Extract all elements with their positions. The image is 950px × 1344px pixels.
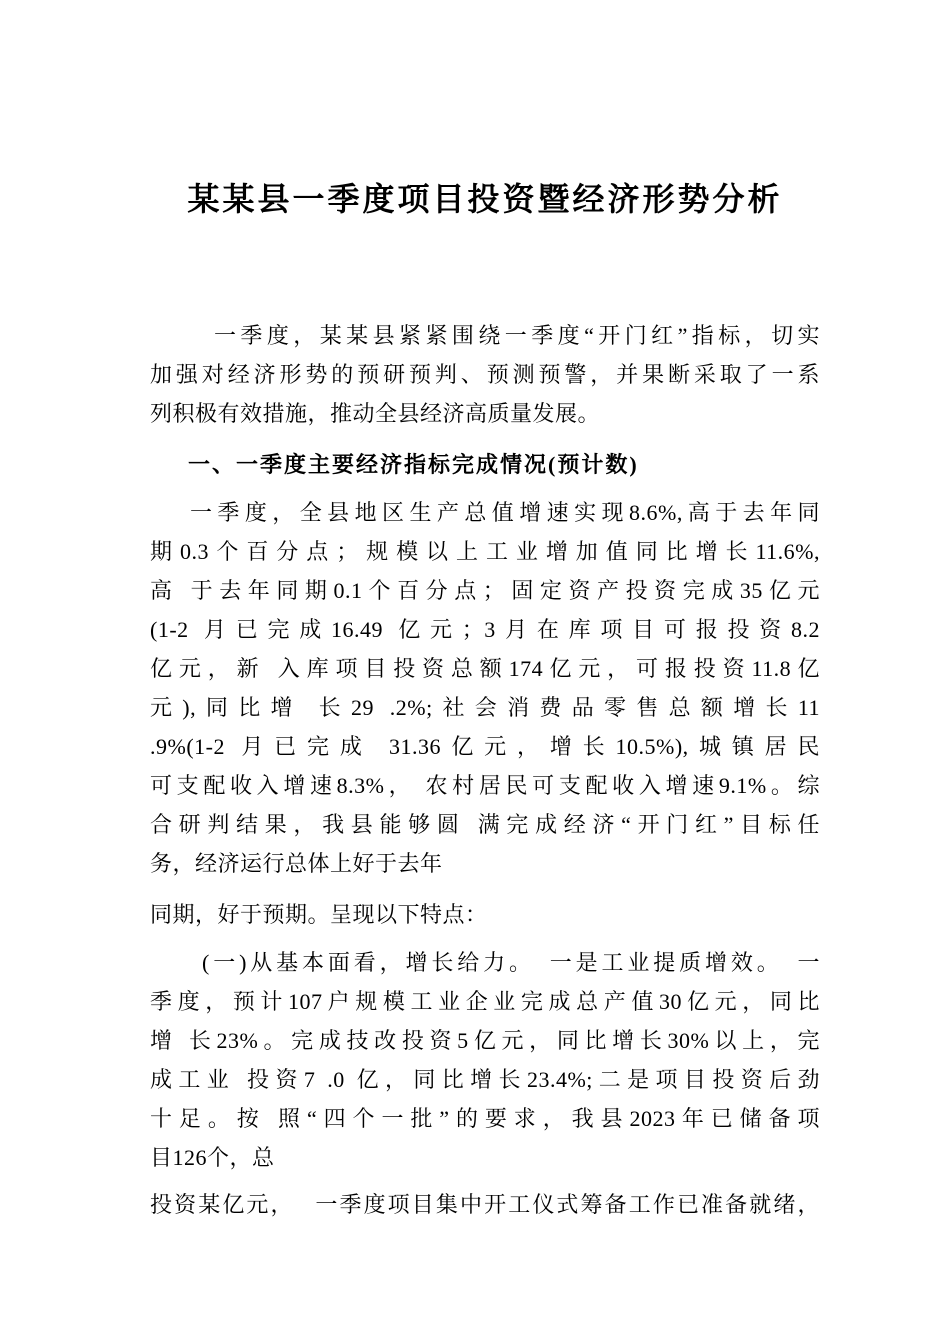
text-line: 十足。按 照“四个一批”的要求，我县2023年已储备项 bbox=[150, 1106, 820, 1131]
text-line: .9%(1-2 月已完成 31.36亿元，增长10.5%),城镇居民 bbox=[150, 734, 820, 759]
text-line: (一)从基本面看，增长给力。 一是工业提质增效。 一 bbox=[202, 950, 820, 975]
text-line: 季度，预计107户规模工业企业完成总产值30亿元，同比 bbox=[150, 989, 820, 1014]
text-line: 合研判结果，我县能够圆 满完成经济“开门红”目标任 bbox=[150, 812, 820, 837]
paragraph-point-1 bbox=[150, 943, 820, 1177]
paragraph-intro bbox=[150, 316, 820, 433]
text-line: 亿元，新 入库项目投资总额174亿元，可报投资11.8亿 bbox=[150, 656, 820, 681]
text-line: 投资某亿元， 一季度项目集中开工仪式筹备工作已准备就绪， bbox=[150, 1192, 820, 1217]
text-line: 列积极有效措施，推动全县经济高质量发展。 bbox=[150, 401, 601, 426]
text-line: 成工业 投资7 .0 亿，同比增长23.4%;二是项目投资后劲 bbox=[150, 1067, 820, 1092]
text-line: 期0.3个百分点；规模以上工业增加值同比增长11.6%, bbox=[150, 539, 820, 564]
document-title: 某某县一季度项目投资暨经济形势分析 bbox=[187, 181, 783, 217]
text-line: 务，经济运行总体上好于去年 bbox=[150, 851, 443, 876]
text-line: 高 于去年同期0.1个百分点；固定资产投资完成35亿元 bbox=[150, 578, 820, 603]
text-line: 加强对经济形势的预研预判、预测预警，并果断采取了一系 bbox=[150, 362, 820, 387]
paragraph-indicators bbox=[150, 493, 820, 883]
paragraph-closing bbox=[150, 1185, 820, 1224]
section-1-heading bbox=[150, 445, 820, 485]
text-line: 同期，好于预期。呈现以下特点： bbox=[150, 902, 488, 927]
text-line: (1-2 月已完成16.49 亿元；3月在库项目可报投资8.2 bbox=[150, 617, 820, 642]
text-line: 一季度，某某县紧紧围绕一季度“开门红”指标，切实 bbox=[214, 323, 820, 348]
paragraph-continuation bbox=[150, 895, 820, 934]
text-line: 目126个，总 bbox=[150, 1145, 275, 1170]
text-line: 一季度，全县地区生产总值增速实现8.6%,高于去年同 bbox=[190, 500, 820, 525]
text-line: 增 长23%。完成技改投资5亿元，同比增长30%以上，完 bbox=[150, 1028, 820, 1053]
text-line: 可支配收入增速8.3%， 农村居民可支配收入增速9.1%。综 bbox=[150, 773, 820, 798]
text-line: 元),同比增 长29 .2%;社会消费品零售总额增长11 bbox=[150, 695, 820, 720]
heading-line: 一、一季度主要经济指标完成情况(预计数) bbox=[188, 452, 639, 477]
